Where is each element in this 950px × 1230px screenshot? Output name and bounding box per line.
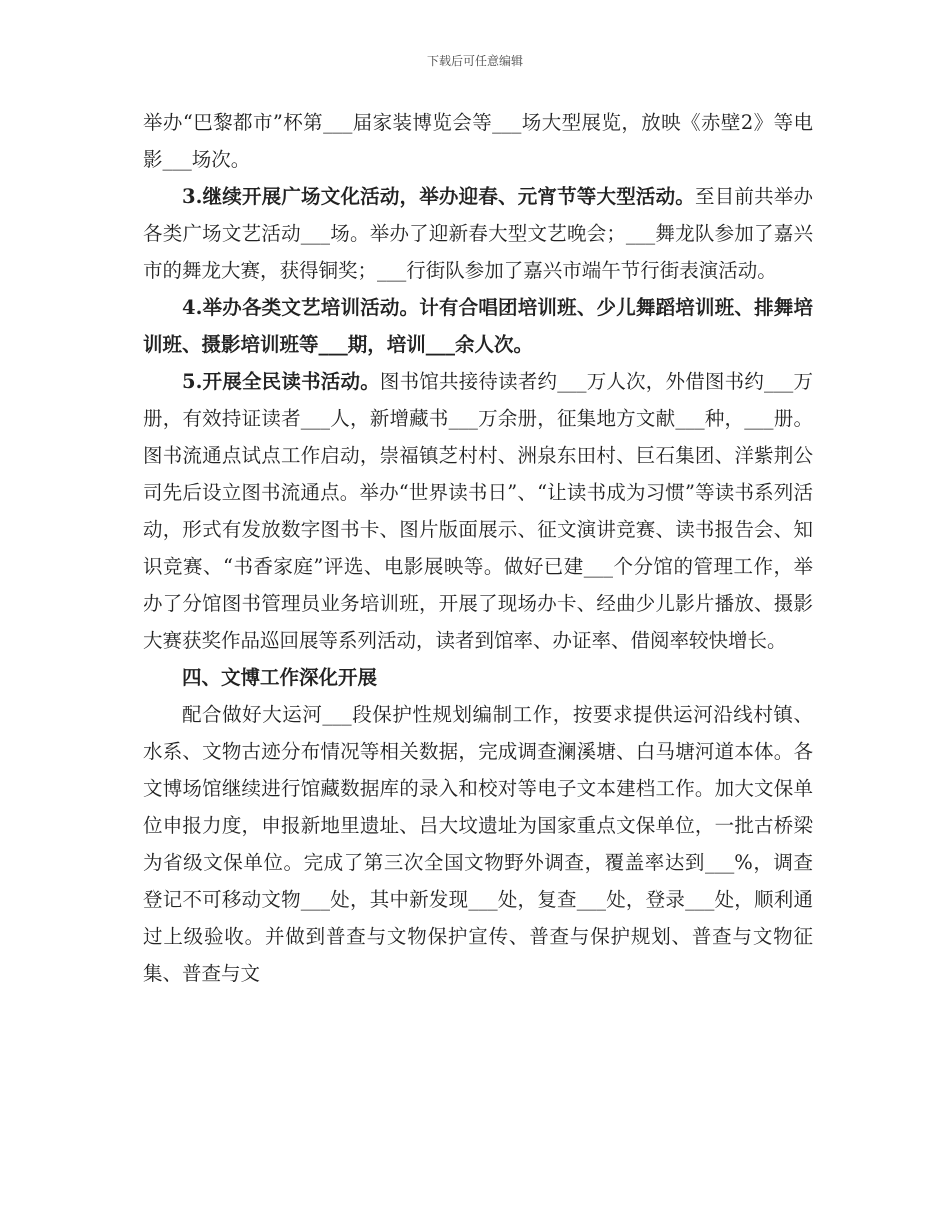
paragraph-text: 至目前共举办各类广场文艺活动___场。举办了迎新春大型文艺晚会；___舞龙队参加了嘉兴市的舞龙大赛，获得铜奖；___行街队参加了嘉兴市端午节行街表演活动。 — [143, 185, 813, 282]
paragraph-art-training — [143, 289, 813, 363]
paragraph-text: 举办“巴黎都市”杯第___届家装博览会等___场大型展览，放映《赤壁2》等电影___场次。 — [143, 111, 813, 171]
paragraph-heading: 4.举办各类文艺培训活动。计有合唱团培训班、少儿舞蹈培训班、排舞培训班、摄影培训班等___期，培训___余人次。 — [143, 296, 813, 356]
section-heading: 四、文博工作深化开展 — [182, 666, 378, 689]
paragraph-heading: 5.开展全民读书活动。 — [182, 370, 380, 393]
paragraph-plaza-activities — [143, 178, 813, 289]
paragraph-text: 图书馆共接待读者约___万人次，外借图书约___万册，有效持证读者___人，新增藏书___万余册，征集地方文献___种，___册。图书流通点试点工作启动，崇福镇芝村村、洲泉东田村、巨石集团、洋紫荆公司先后设立图书流通点。举办“世界读书日”、“让读书成为习惯”等读书系列活动，形式有发放数字图书卡、图片版面展示、征文演讲竞赛、读书报告会、知识竞赛、“书香家庭”评选、电影展映等。做好已建___个分馆的管理工作，举办了分馆图书管理员业务培训班，开展了现场办卡、经曲少儿影片播放、摄影大赛获奖作品巡回展等系列活动，读者到馆率、办证率、借阅率较快增长。 — [143, 370, 813, 652]
paragraph-heading: 3.继续开展广场文化活动，举办迎春、元宵节等大型活动。 — [182, 185, 695, 208]
paragraph-reading — [143, 363, 813, 659]
section-heading-museum-work — [143, 659, 813, 696]
page-header: 下载后可任意编辑 — [426, 54, 523, 68]
paragraph-continuation — [143, 104, 813, 178]
paragraph-text: 配合做好大运河___段保护性规划编制工作，按要求提供运河沿线村镇、水系、文物古迹分布情况等相关数据，完成调查澜溪塘、白马塘河道本体。各文博场馆继续进行馆藏数据库的录入和校对等电子文本建档工作。加大文保单位申报力度，申报新地里遗址、吕大坟遗址为国家重点文保单位，一批古桥梁为省级文保单位。完成了第三次全国文物野外调查，覆盖率达到___%，调查登记不可移动文物___处，其中新发现___处，复查___处，登录___处，顺利通过上级验收。并做到普查与文物保护宣传、普查与保护规划、普查与文物征集、普查与文 — [143, 703, 813, 985]
document-body — [143, 104, 813, 992]
paragraph-museum-work — [143, 696, 813, 992]
